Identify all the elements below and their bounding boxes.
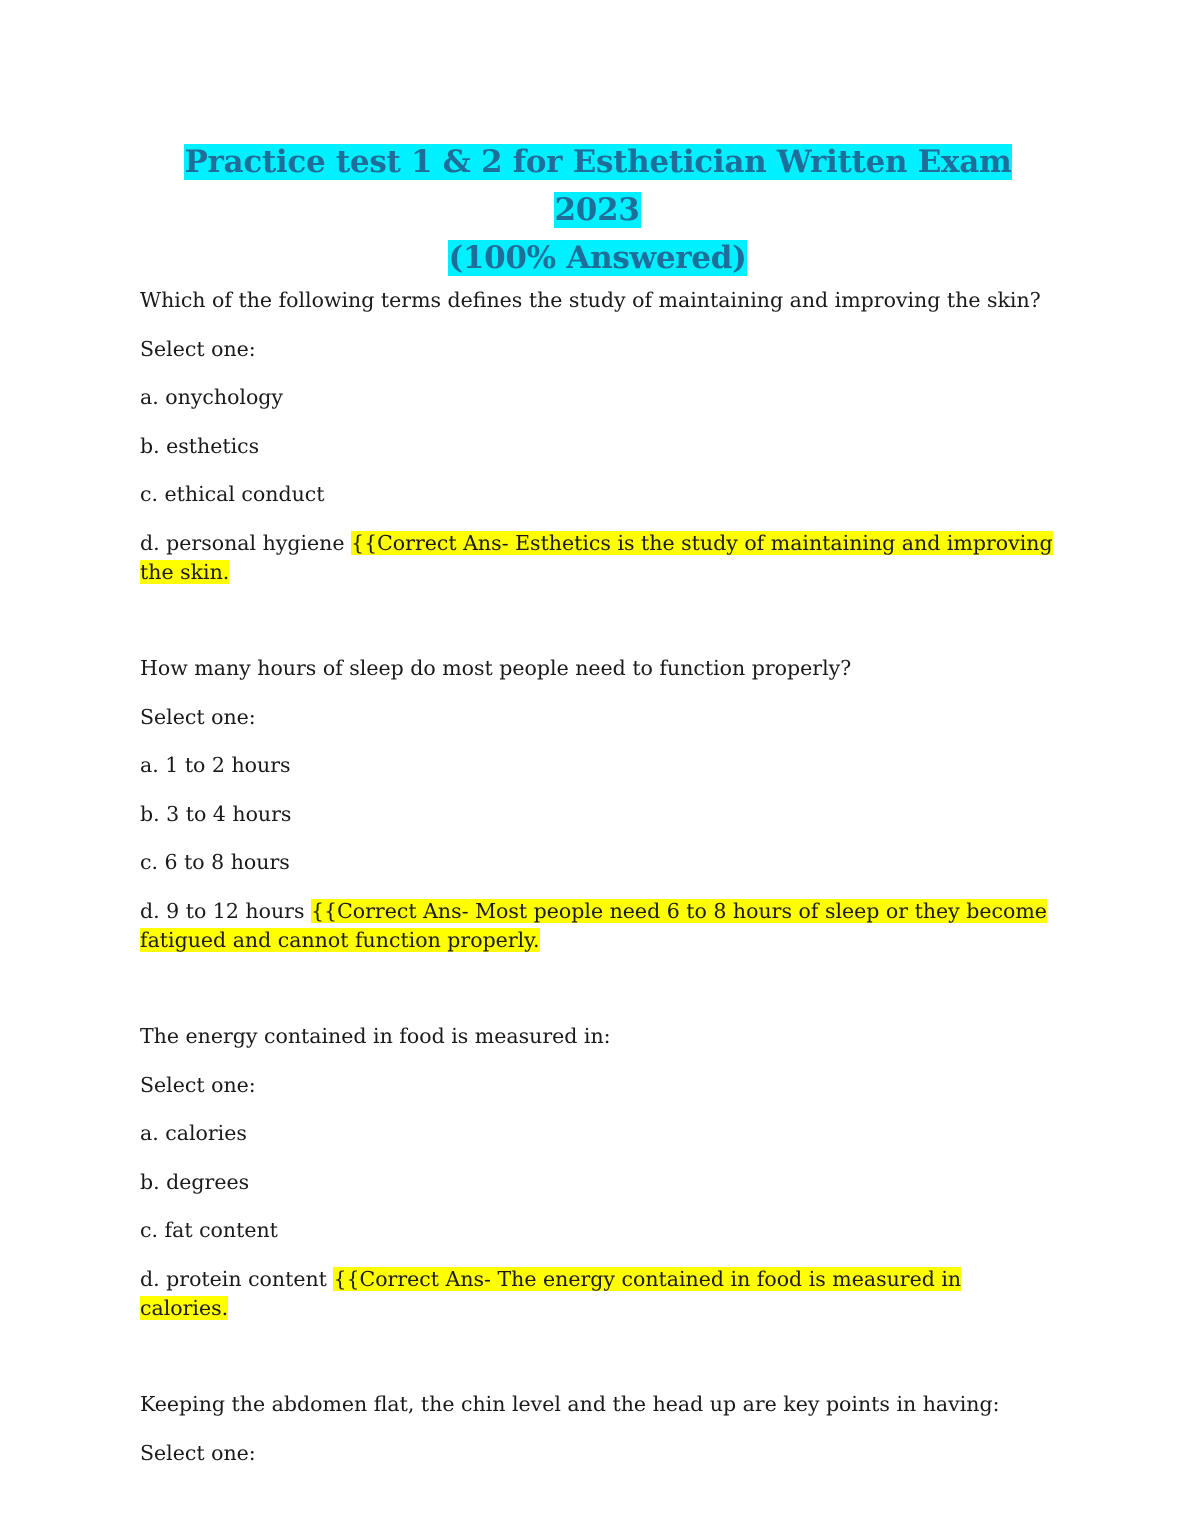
option-d-with-answer [140, 529, 1055, 587]
option-b: b. esthetics [140, 433, 260, 458]
question-text: Which of the following terms defines the study of maintaining and improving the skin? [140, 288, 1041, 312]
question-prompt: Select one: [140, 1440, 256, 1465]
spacer [140, 974, 1055, 1022]
option-d-with-answer [140, 1265, 1055, 1323]
question-block [140, 654, 1055, 955]
title-line-2: (100% Answered) [448, 240, 747, 276]
question-block [140, 286, 1055, 587]
option-c: c. fat content [140, 1218, 278, 1242]
question-prompt: Select one: [140, 1072, 256, 1097]
correct-answer: {{Correct Ans- The energy contained in food is measured in calories. [140, 1266, 962, 1320]
option-b: b. degrees [140, 1169, 250, 1194]
option-b: b. 3 to 4 hours [140, 801, 292, 826]
question-block [140, 1390, 1055, 1468]
correct-answer: {{Correct Ans- Most people need 6 to 8 hours of sleep or they become fatigued and cannot function properly. [140, 898, 1047, 952]
question-text: Keeping the abdomen flat, the chin level and the head up are key points in having: [140, 1392, 1000, 1416]
title-line-1: Practice test 1 & 2 for Esthetician Written Exam 2023 [184, 144, 1012, 228]
question-prompt: Select one: [140, 336, 256, 361]
question-text: The energy contained in food is measured in: [140, 1024, 611, 1048]
option-d: d. protein content [140, 1266, 327, 1291]
document-title [140, 138, 1055, 282]
option-a: a. calories [140, 1121, 247, 1145]
option-c: c. ethical conduct [140, 482, 325, 506]
option-a: a. 1 to 2 hours [140, 753, 291, 777]
question-prompt: Select one: [140, 704, 256, 729]
option-c: c. 6 to 8 hours [140, 850, 290, 874]
option-d: d. personal hygiene [140, 530, 345, 555]
document-page [140, 138, 1055, 1487]
spacer [140, 1342, 1055, 1390]
spacer [140, 606, 1055, 654]
option-a: a. onychology [140, 385, 284, 409]
question-block [140, 1022, 1055, 1323]
question-text: How many hours of sleep do most people need to function properly? [140, 656, 852, 680]
correct-answer: {{Correct Ans- Esthetics is the study of maintaining and improving the skin. [140, 530, 1053, 584]
option-d-with-answer [140, 897, 1055, 955]
option-d: d. 9 to 12 hours [140, 898, 305, 923]
